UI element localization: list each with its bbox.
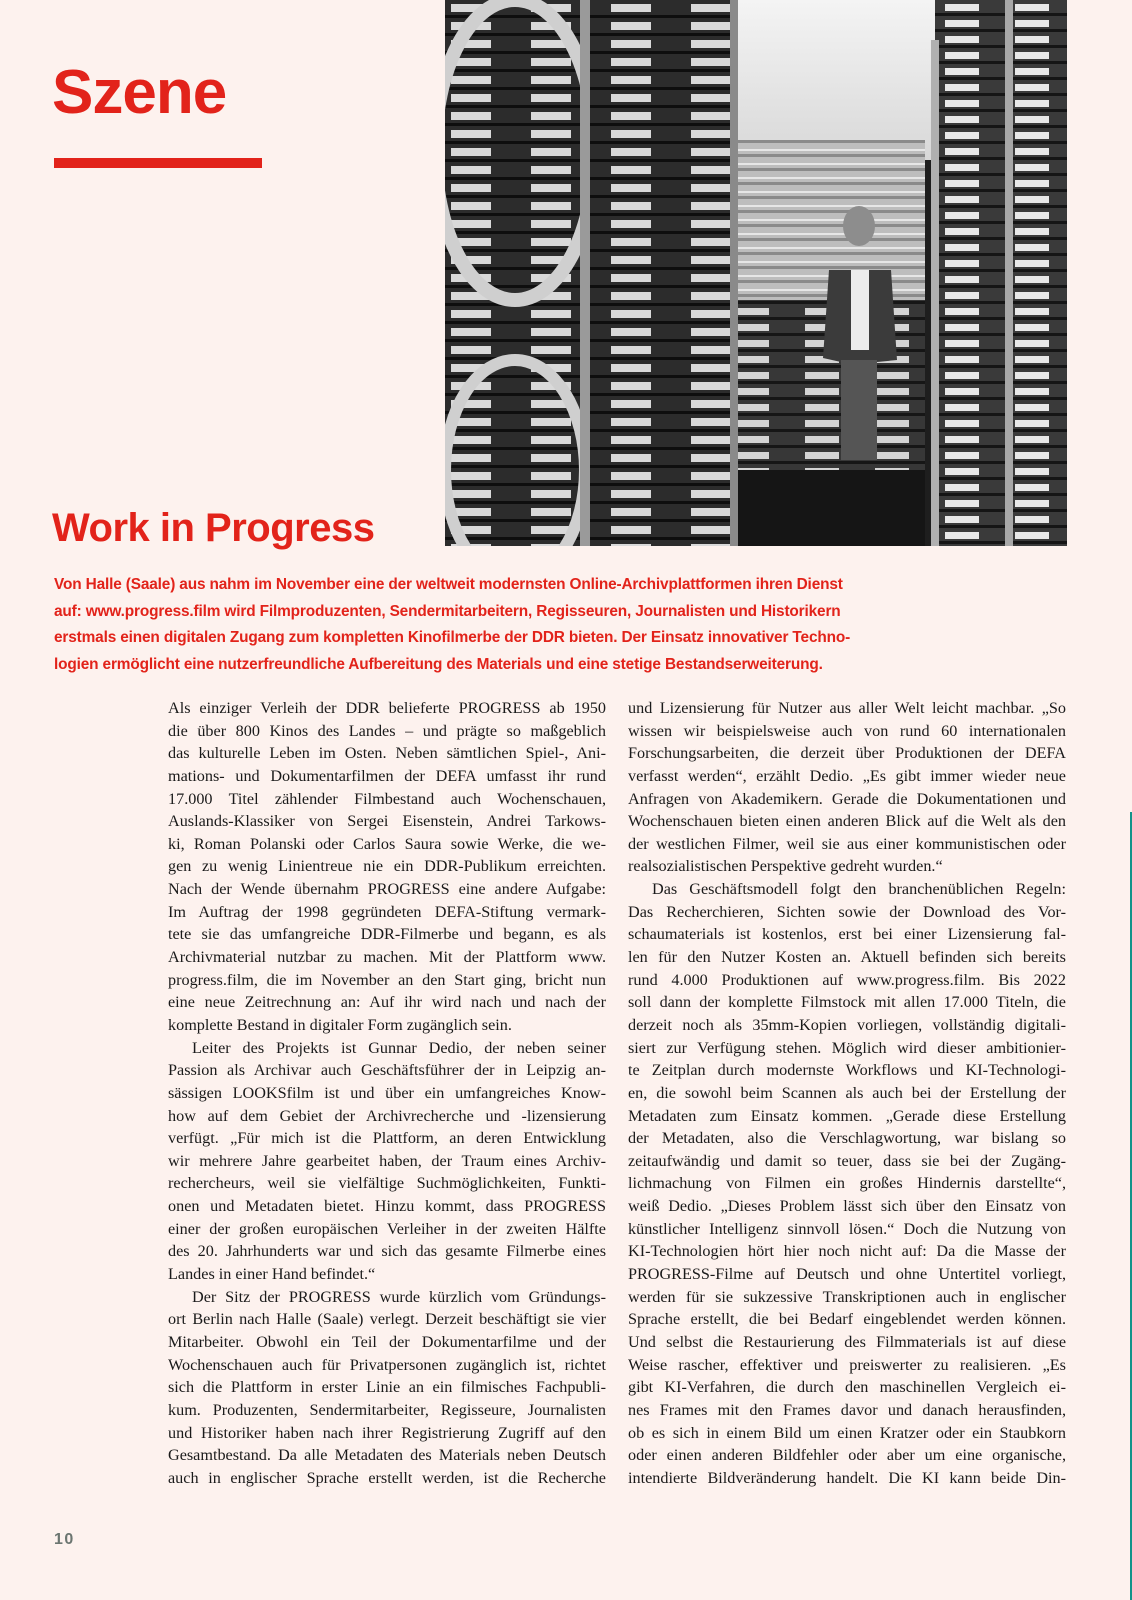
page-number: 10 (54, 1531, 75, 1548)
body-text-line: progress.film, die im November an den Start ging, bricht nun (168, 970, 606, 989)
lead-line: logien ermöglicht eine nutzerfreundliche Aufbereitung des Materials und eine stetige Bestandserweiterung. (54, 655, 823, 673)
body-text-line: lichmachung von Filmen ein großes Hindernis darstellte“, (628, 1174, 1066, 1193)
body-text-line: Der Sitz der PROGRESS wurde kürzlich vom Gründungs- (192, 1287, 606, 1306)
body-text-line: soll dann der komplette Filmstock mit allen 17.000 Titeln, die (628, 993, 1066, 1012)
body-text-line: einer der großen europäischen Verleiher in der zweiten Hälfte (168, 1219, 606, 1238)
body-text-line: rund 4.000 Produktionen auf www.progress.film. Bis 2022 (628, 970, 1066, 989)
body-text-line: PROGRESS-Filme auf Deutsch und ohne Untertitel vorliegt, (628, 1265, 1066, 1284)
body-text-line: derzeit noch als 35mm-Kopien vorliegen, vollständig digitali- (628, 1015, 1066, 1034)
body-text-line: Leiter des Projekts ist Gunnar Dedio, der neben seiner (192, 1038, 606, 1057)
body-text-line: eine neue Zeitrechnung an: Auf ihr wird nach und nach der (168, 993, 606, 1012)
body-text-line: werden für sie sukzessive Transkriptionen auch in englischer (628, 1287, 1066, 1306)
body-text-line: Gesamtbestand. Da alle Metadaten des Materials neben Deutsch (168, 1446, 606, 1465)
body-text-line: Weise rascher, effektiver und preiswerter zu realisieren. „Es (628, 1355, 1066, 1374)
body-text-line: zeitaufwändig und damit so teuer, dass sie bei der Zugäng- (628, 1151, 1066, 1170)
body-text-line: Mitarbeiter. Obwohl ein Teil der Dokumentarfilme und der (168, 1332, 606, 1351)
body-text-line: Passion als Archivar auch Geschäftsführer der in Leipzig an- (168, 1061, 606, 1080)
body-text-line: Forschungsarbeiten, die derzeit über Produktionen der DEFA (628, 744, 1066, 763)
body-text-line: weiß Dedio. „Dieses Problem lässt sich über den Einsatz von (628, 1197, 1066, 1216)
body-text-line: ort Berlin nach Halle (Saale) verlegt. Derzeit beschäftigt sie vier (168, 1310, 606, 1329)
body-text-line: schaumaterials ist kostenlos, erst bei einer Lizensierung fal- (628, 925, 1066, 944)
body-text-line: kum. Produzenten, Sendermitarbeiter, Regisseure, Journalisten (168, 1400, 606, 1419)
body-text-line: tete sie das umfangreiche DDR-Filmerbe und begann, es als (168, 925, 606, 944)
body-text-line: 17.000 Titel zählender Filmbestand auch Wochenschauen, (168, 789, 606, 808)
body-text-line: Sprache erstellt, die bei Bedarf eingeblendet werden können. (628, 1310, 1066, 1329)
body-text-line: rechercheurs, weil sie vielfältige Suchmöglichkeiten, Funkti- (168, 1174, 606, 1193)
body-text-line: Metadaten zum Einsatz kommen. „Gerade diese Erstellung (628, 1106, 1066, 1125)
body-text-line: sich die Plattform in erster Linie an ein filmisches Fachpubli- (168, 1378, 606, 1397)
body-text-line: onen und Metadaten bietet. Hinzu kommt, dass PROGRESS (168, 1197, 606, 1216)
film-archive-illustration (445, 0, 1067, 546)
body-text-line: komplette Bestand in digitaler Form zugänglich sein. (168, 1015, 512, 1034)
body-text-line: Nach der Wende übernahm PROGRESS eine andere Aufgabe: (168, 880, 606, 899)
body-text-line: te Zeitplan durch modernste Workflows und KI-Technologi- (628, 1061, 1066, 1080)
article-headline: Work in Progress (52, 506, 375, 550)
body-text-line: en, die sowohl beim Scannen als auch bei der Erstellung der (628, 1083, 1066, 1102)
body-text-line: how auf dem Gebiet der Archivrecherche und -lizensierung (168, 1106, 606, 1125)
archive-photo (445, 0, 1067, 546)
body-column-right (628, 697, 1066, 1489)
body-text-line: Wochenschauen bieten einen anderen Blick auf die Welt als den (628, 812, 1066, 831)
body-text-line: künstlicher Intelligenz sinnvoll lösen.“ Doch die Nutzung von (628, 1219, 1066, 1238)
body-text-line: und Historiker haben nach ihrer Registrierung Zugriff auf den (168, 1423, 606, 1442)
body-column-left (168, 697, 606, 1489)
lead-line: erstmals einen digitalen Zugang zum kompletten Kinofilmerbe der DDR bieten. Der Einsatz innovativer Techno- (54, 629, 851, 646)
body-text-line: der westlichen Filmer, weil sie aus einer kommunistischen oder (628, 834, 1066, 853)
body-text-line: siert zur Verfügung stehen. Möglich wird dieser ambitionier- (628, 1038, 1066, 1057)
lead-line: Von Halle (Saale) aus nahm im November eine der weltweit modernsten Online-Archivplattformen ihren Dienst (54, 576, 843, 593)
body-text-line: und Lizensierung für Nutzer aus aller Welt leicht machbar. „So (628, 699, 1066, 717)
body-text-line: Archivmaterial nutzbar zu machen. Mit der Plattform www. (168, 948, 606, 967)
body-text-line: len für den Nutzer Kosten an. Aktuell befinden sich bereits (628, 948, 1066, 967)
body-text-line: oder einen anderen Bildfehler oder aber um eine organische, (628, 1446, 1066, 1465)
body-text-line: Wochenschauen auch für Privatpersonen zugänglich ist, richtet (168, 1355, 606, 1374)
body-text-line: auch in englischer Sprache erstellt werden, ist die Recherche (168, 1468, 606, 1487)
lead-line: auf: www.progress.film wird Filmproduzenten, Sendermitarbeitern, Regisseuren, Journalisten und Historikern (54, 602, 841, 620)
body-text-line: ob es sich in einem Bild um einen Kratzer oder ein Staubkorn (628, 1423, 1066, 1442)
body-text-line: Und selbst die Restaurierung des Filmmaterials ist auf diese (628, 1332, 1066, 1351)
body-text-line: Im Auftrag der 1998 gegründeten DEFA-Stiftung vermark- (168, 902, 606, 921)
body-text-line: verfügt. „Für mich ist die Plattform, an deren Entwicklung (168, 1129, 606, 1148)
body-text-line: Das Recherchieren, Sichten sowie der Download des Vor- (628, 902, 1066, 921)
body-text-line: der Metadaten, also die Verschlagwortung, war bislang so (628, 1129, 1066, 1148)
body-text-line: gen zu wenig Linientreue nie ein DDR-Publikum erreichten. (168, 857, 606, 876)
body-text-line: Auslands-Klassiker von Sergei Eisenstein, Andrei Tarkows- (168, 812, 606, 831)
body-text-line: ki, Roman Polanski oder Carlos Saura sowie Werke, die we- (168, 834, 606, 853)
body-text-line: wir mehrere Jahre gearbeitet haben, der Traum eines Archiv- (168, 1151, 606, 1170)
body-text-line: sässigen LOOKSfilm ist und über ein umfangreiches Know- (168, 1083, 606, 1102)
section-title-underline (54, 158, 262, 168)
body-text-line: Landes in einer Hand befindet.“ (168, 1265, 376, 1284)
body-text-line: verfasst werden“, erzählt Dedio. „Es gibt immer wieder neue (628, 766, 1066, 785)
body-text-line: Anfragen von Akademikern. Gerade die Dokumentationen und (628, 789, 1066, 808)
body-text-line: nes Frames mit den Frames davor und danach herausfinden, (628, 1400, 1066, 1419)
body-text-line: wissen wir beispielsweise auch von rund 60 internationalen (628, 721, 1066, 740)
body-text-line: Als einziger Verleih der DDR belieferte PROGRESS ab 1950 (168, 699, 606, 717)
body-text-line: die über 800 Kinos des Landes – und prägte so maßgeblich (168, 721, 606, 740)
body-text-line: Das Geschäftsmodell folgt den branchenüblichen Regeln: (652, 880, 1066, 899)
body-text-line: des 20. Jahrhunderts war und sich das gesamte Filmerbe eines (168, 1242, 606, 1261)
body-text-line: intendierte Bildveränderung handelt. Die KI kann beide Din- (628, 1468, 1066, 1487)
body-text-line: gibt KI-Verfahren, die durch den maschinellen Vergleich ei- (628, 1378, 1066, 1397)
article-lead (54, 572, 884, 678)
body-text-line: das kulturelle Leben im Osten. Neben sämtlichen Spiel-, Ani- (168, 744, 606, 763)
body-text-line: KI-Technologien hört hier noch nicht auf: Da die Masse der (628, 1242, 1066, 1261)
body-text-line: realsozialistischen Perspektive gedreht wurden.“ (628, 857, 943, 876)
body-text-line: mations- und Dokumentarfilmen der DEFA umfasst ihr rund (168, 766, 606, 785)
section-title: Szene (52, 58, 227, 127)
